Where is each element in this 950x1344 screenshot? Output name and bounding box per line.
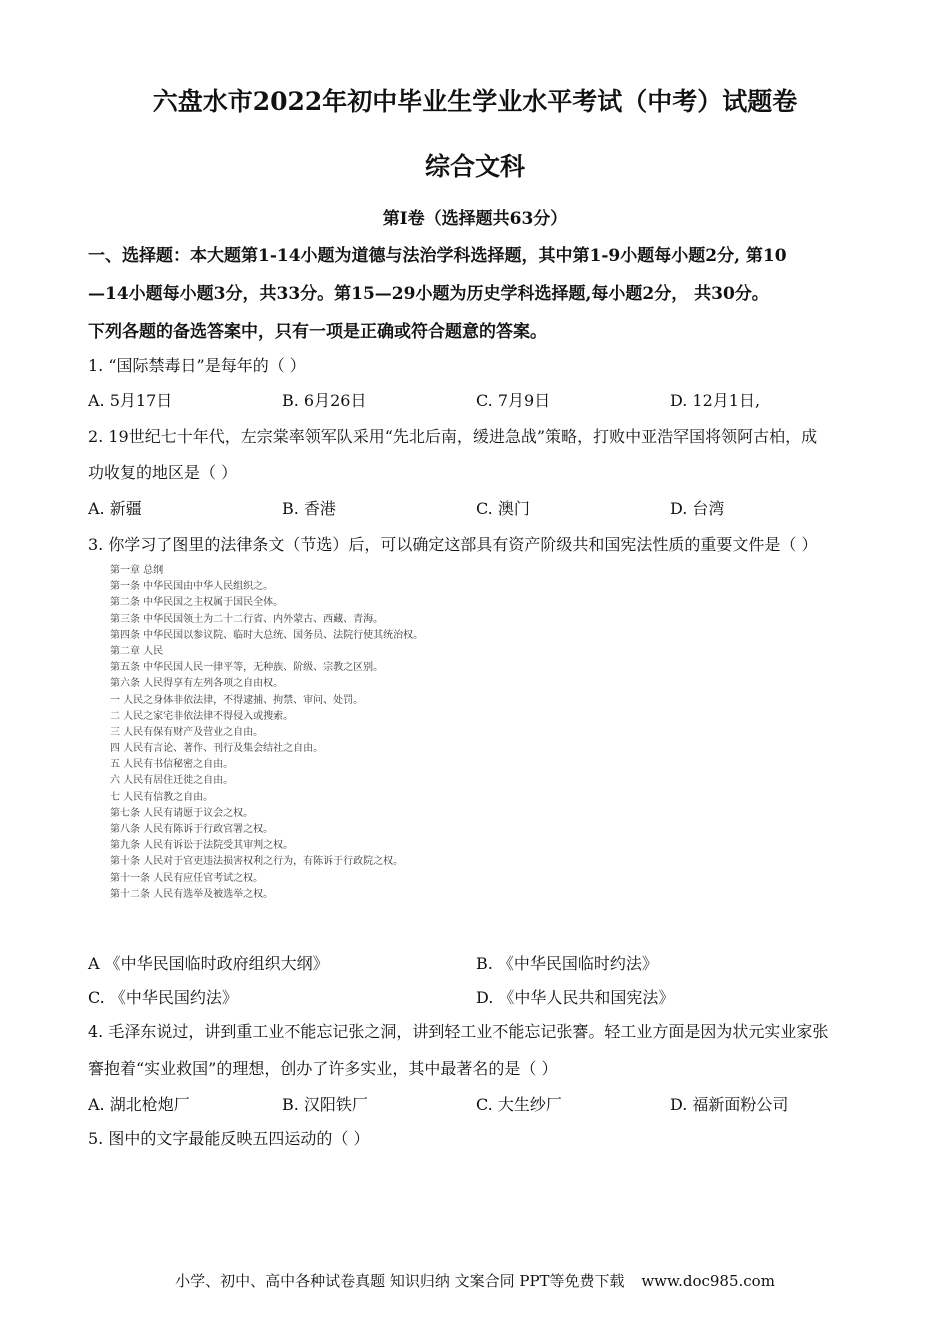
section-title: 第I卷（选择题共63分） bbox=[382, 209, 568, 229]
question-3-stem: 3. 你学习了图里的法律条文（节选）后，可以确定这部具有资产阶级共和国宪法性质的重要文件是（ ） bbox=[88, 535, 818, 554]
question-4-stem: 謇抱着“实业救国”的理想，创办了许多实业，其中最著名的是（ ） bbox=[88, 1059, 558, 1078]
legal-text-line: 四 人民有言论、著作、刊行及集会结社之自由。 bbox=[110, 743, 324, 755]
legal-text-line: 第七条 人民有请愿于议会之权。 bbox=[110, 807, 254, 819]
question-3-option-a: A 《中华民国临时政府组织大纲》 bbox=[88, 954, 329, 973]
legal-text-line: 第二条 中华民国之主权属于国民全体。 bbox=[110, 597, 284, 609]
instruction-line: 下列各题的备选答案中，只有一项是正确或符合题意的答案。 bbox=[88, 322, 547, 342]
subject-title: 综合文科 bbox=[424, 152, 525, 181]
question-4-stem: 4. 毛泽东说过，讲到重工业不能忘记张之洞，讲到轻工业不能忘记张謇。轻工业方面是因为状元实业家张 bbox=[88, 1022, 829, 1041]
question-2-stem: 功收复的地区是（ ） bbox=[88, 463, 238, 482]
legal-text-figure bbox=[110, 563, 570, 923]
question-4-option-a: A. 湖北枪炮厂 bbox=[88, 1095, 190, 1114]
question-3-option-d: D. 《中华人民共和国宪法》 bbox=[476, 988, 675, 1007]
question-2-option-d: D. 台湾 bbox=[670, 499, 725, 518]
question-1-option-b: B. 6月26日 bbox=[282, 391, 367, 410]
legal-text-line: 第八条 人民有陈诉于行政官署之权。 bbox=[110, 824, 274, 835]
legal-text-line: 七 人民有信教之自由。 bbox=[110, 791, 214, 803]
footer-text: 小学、初中、高中各种试卷真题 知识归纳 文案合同 PPT等免费下载 bbox=[175, 1272, 625, 1290]
legal-text-line: 第十条 人民对于官吏违法损害权利之行为，有陈诉于行政院之权。 bbox=[110, 856, 404, 868]
legal-text-line: 一 人民之身体非依法律，不得逮捕、拘禁、审问、处罚。 bbox=[110, 694, 364, 706]
instruction-line: 一、选择题：本大题第1-14小题为道德与法治学科选择题，其中第1-9小题每小题2分, 第10 bbox=[88, 246, 787, 266]
question-2-option-a: A. 新疆 bbox=[88, 499, 142, 518]
question-2-option-b: B. 香港 bbox=[282, 499, 336, 518]
question-1-option-d: D. 12月1日, bbox=[670, 391, 761, 410]
question-2-option-c: C. 澳门 bbox=[476, 499, 530, 518]
legal-text-line: 第十二条 人民有选举及被选举之权。 bbox=[110, 888, 274, 900]
legal-text-line: 第二章 人民 bbox=[110, 645, 164, 657]
question-3-option-c: C. 《中华民国约法》 bbox=[88, 988, 238, 1007]
question-4-option-b: B. 汉阳铁厂 bbox=[282, 1095, 368, 1114]
legal-text-line: 六 人民有居住迁徙之自由。 bbox=[110, 775, 234, 787]
legal-text-line: 第四条 中华民国以参议院、临时大总统、国务员、法院行使其统治权。 bbox=[110, 629, 424, 641]
question-1-option-a: A. 5月17日 bbox=[88, 391, 173, 410]
question-2-stem: 2. 19世纪七十年代，左宗棠率领军队采用“先北后南，缓进急战”策略，打败中亚浩罕国将领阿古柏，成 bbox=[88, 427, 818, 446]
question-4-option-d: D. 福新面粉公司 bbox=[670, 1095, 789, 1114]
legal-text-line: 第六条 人民得享有左列各项之自由权。 bbox=[110, 678, 284, 690]
question-5-stem: 5. 图中的文字最能反映五四运动的（ ） bbox=[88, 1129, 370, 1148]
legal-text-line: 第一章 总纲 bbox=[110, 565, 164, 576]
legal-text-line: 五 人民有书信秘密之自由。 bbox=[110, 759, 234, 771]
page-footer bbox=[0, 1270, 950, 1291]
legal-text-line: 第十一条 人民有应任官考试之权。 bbox=[110, 872, 264, 884]
legal-text-line: 第一条 中华民国由中华人民组织之。 bbox=[110, 581, 274, 593]
question-1-option-c: C. 7月9日 bbox=[476, 391, 551, 410]
exam-title: 六盘水市2022年初中毕业生学业水平考试（中考）试题卷 bbox=[152, 87, 798, 116]
question-3-option-b: B. 《中华民国临时约法》 bbox=[476, 954, 658, 973]
legal-text-line: 第九条 人民有诉讼于法院受其审判之权。 bbox=[110, 840, 294, 852]
legal-text-line: 第三条 中华民国领土为二十二行省、内外蒙古、西藏、青海。 bbox=[110, 613, 384, 625]
question-4-option-c: C. 大生纱厂 bbox=[476, 1095, 562, 1114]
instruction-line: —14小题每小题3分，共33分。第15—29小题为历史学科选择题,每小题2分， 共30分。 bbox=[88, 284, 769, 304]
question-1-stem: 1. “国际禁毒日”是每年的（ ） bbox=[88, 356, 306, 375]
legal-text-line: 第五条 中华民国人民一律平等，无种族、阶级、宗教之区别。 bbox=[110, 662, 384, 674]
footer-url-link[interactable]: www.doc985.com bbox=[641, 1272, 775, 1290]
legal-text-line: 二 人民之家宅非依法律不得侵入或搜索。 bbox=[110, 710, 294, 722]
legal-text-line: 三 人民有保有财产及营业之自由。 bbox=[110, 726, 264, 738]
